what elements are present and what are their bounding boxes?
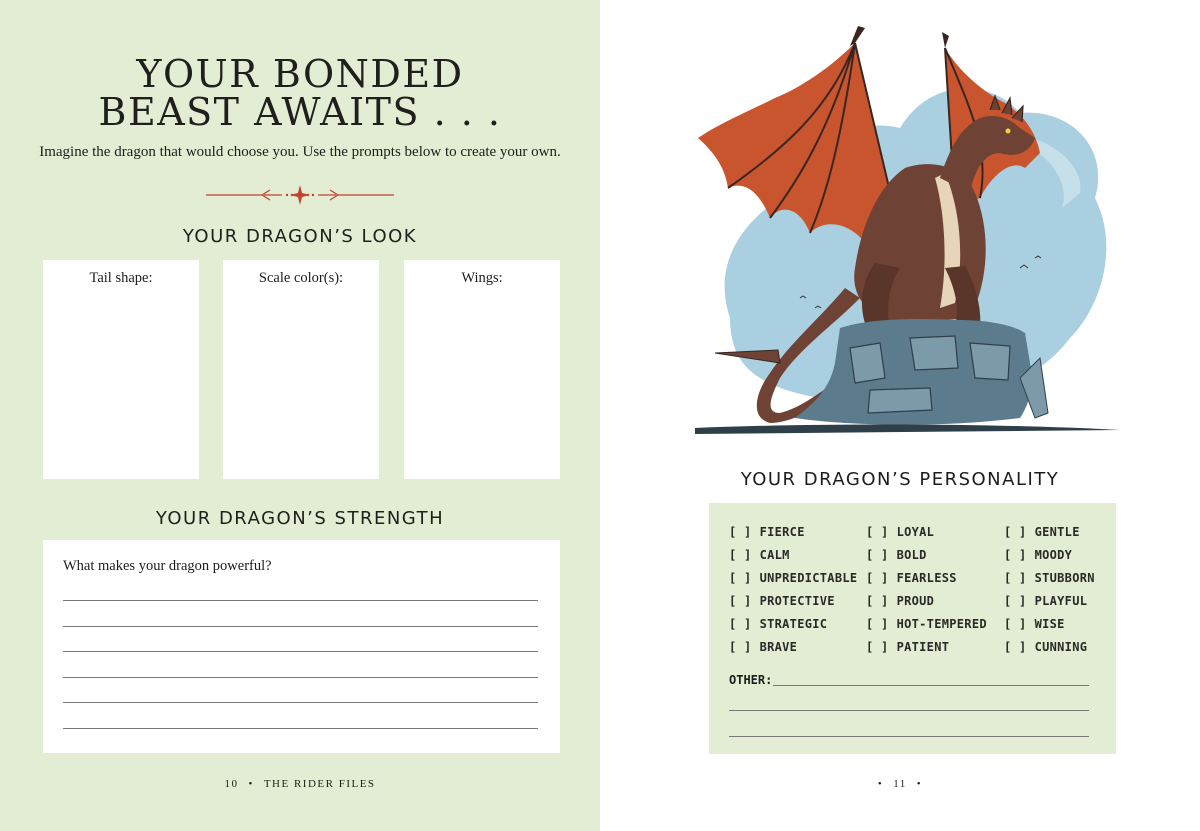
checkbox-icon[interactable]: [ ] [866,617,889,631]
tail-shape-label: Tail shape: [89,270,153,286]
trait-label: BRAVE [759,640,798,654]
checkbox-icon[interactable]: [ ] [866,548,889,562]
trait-checkbox-wise[interactable] [1004,617,1065,631]
dragon-illustration-icon [690,18,1125,438]
ornament-divider-icon [200,181,400,209]
checkbox-icon[interactable]: [ ] [1004,548,1027,562]
trait-checkbox-fierce[interactable] [729,525,805,539]
page-number: 11 [893,778,907,790]
trait-checkbox-playful[interactable] [1004,594,1087,608]
checkbox-icon[interactable]: [ ] [1004,640,1027,654]
checkbox-icon[interactable]: [ ] [866,640,889,654]
trait-label: FIERCE [759,525,805,539]
right-page [600,0,1200,831]
writing-line[interactable] [63,651,538,652]
writing-line[interactable] [63,600,538,601]
tail-shape-box[interactable] [43,260,199,479]
trait-checkbox-patient[interactable] [866,640,949,654]
trait-label: LOYAL [896,525,935,539]
strength-heading: YOUR DRAGON’S STRENGTH [155,508,445,529]
scale-color-box[interactable] [223,260,379,479]
checkbox-icon[interactable]: [ ] [866,571,889,585]
trait-checkbox-fearless[interactable] [866,571,957,585]
checkbox-icon[interactable]: [ ] [866,525,889,539]
checkbox-icon[interactable]: [ ] [729,640,752,654]
trait-checkbox-strategic[interactable] [729,617,827,631]
trait-label: WISE [1034,617,1065,631]
checkbox-icon[interactable]: [ ] [729,525,752,539]
trait-label: FEARLESS [896,571,957,585]
title-line-2: BEAST AWAITS . . . [98,90,502,134]
writing-line[interactable] [63,677,538,678]
wings-box[interactable] [404,260,560,479]
trait-label: BOLD [896,548,927,562]
title-line-1: YOUR BONDED [136,52,464,96]
writing-line[interactable] [63,626,538,627]
trait-checkbox-calm[interactable] [729,548,790,562]
trait-checkbox-protective[interactable] [729,594,835,608]
checkbox-icon[interactable]: [ ] [1004,571,1027,585]
other-writing-line[interactable] [773,685,1089,686]
trait-checkbox-gentle[interactable] [1004,525,1080,539]
trait-checkbox-bold[interactable] [866,548,927,562]
trait-label: CUNNING [1034,640,1088,654]
book-title: THE RIDER FILES [263,778,376,790]
trait-label: HOT-TEMPERED [896,617,987,631]
trait-label: PROUD [896,594,935,608]
trait-checkbox-moody[interactable] [1004,548,1072,562]
trait-checkbox-unpredictable[interactable] [729,571,857,585]
trait-checkbox-proud[interactable] [866,594,934,608]
page-number: 10 [224,778,239,790]
checkbox-icon[interactable]: [ ] [1004,594,1027,608]
checkbox-icon[interactable]: [ ] [729,617,752,631]
trait-label: UNPREDICTABLE [759,571,858,585]
checkbox-icon[interactable]: [ ] [729,571,752,585]
trait-checkbox-stubborn[interactable] [1004,571,1095,585]
strength-box[interactable] [43,540,560,753]
personality-checklist [709,503,1116,754]
trait-label: MOODY [1034,548,1073,562]
checkbox-icon[interactable]: [ ] [1004,525,1027,539]
writing-line[interactable] [729,736,1089,737]
checkbox-icon[interactable]: [ ] [1004,617,1027,631]
trait-label: STRATEGIC [759,617,828,631]
intro-text: Imagine the dragon that would choose you. Use the prompts below to create your own. [39,144,561,160]
wings-label: Wings: [461,270,503,286]
trait-label: PLAYFUL [1034,594,1088,608]
bullet-separator: • [248,778,254,790]
page-footer-right [600,778,1200,790]
bullet-separator: • [877,778,884,790]
checkbox-icon[interactable]: [ ] [729,548,752,562]
writing-line[interactable] [729,710,1089,711]
writing-line[interactable] [63,702,538,703]
checkbox-icon[interactable]: [ ] [729,594,752,608]
trait-label: PROTECTIVE [759,594,835,608]
look-heading: YOUR DRAGON’S LOOK [182,226,418,247]
checkbox-icon[interactable]: [ ] [866,594,889,608]
other-label: OTHER: [729,673,773,687]
bullet-separator: • [916,778,923,790]
page-footer-left [0,778,600,790]
trait-checkbox-brave[interactable] [729,640,797,654]
trait-label: GENTLE [1034,525,1080,539]
trait-checkbox-loyal[interactable] [866,525,934,539]
strength-prompt: What makes your dragon powerful? [63,558,272,574]
personality-heading: YOUR DRAGON’S PERSONALITY [740,469,1060,490]
trait-checkbox-hot-tempered[interactable] [866,617,987,631]
scale-color-label: Scale color(s): [258,270,344,286]
page-title [0,52,600,134]
trait-checkbox-cunning[interactable] [1004,640,1087,654]
trait-label: STUBBORN [1034,571,1095,585]
trait-label: CALM [759,548,790,562]
trait-label: PATIENT [896,640,950,654]
writing-line[interactable] [63,728,538,729]
